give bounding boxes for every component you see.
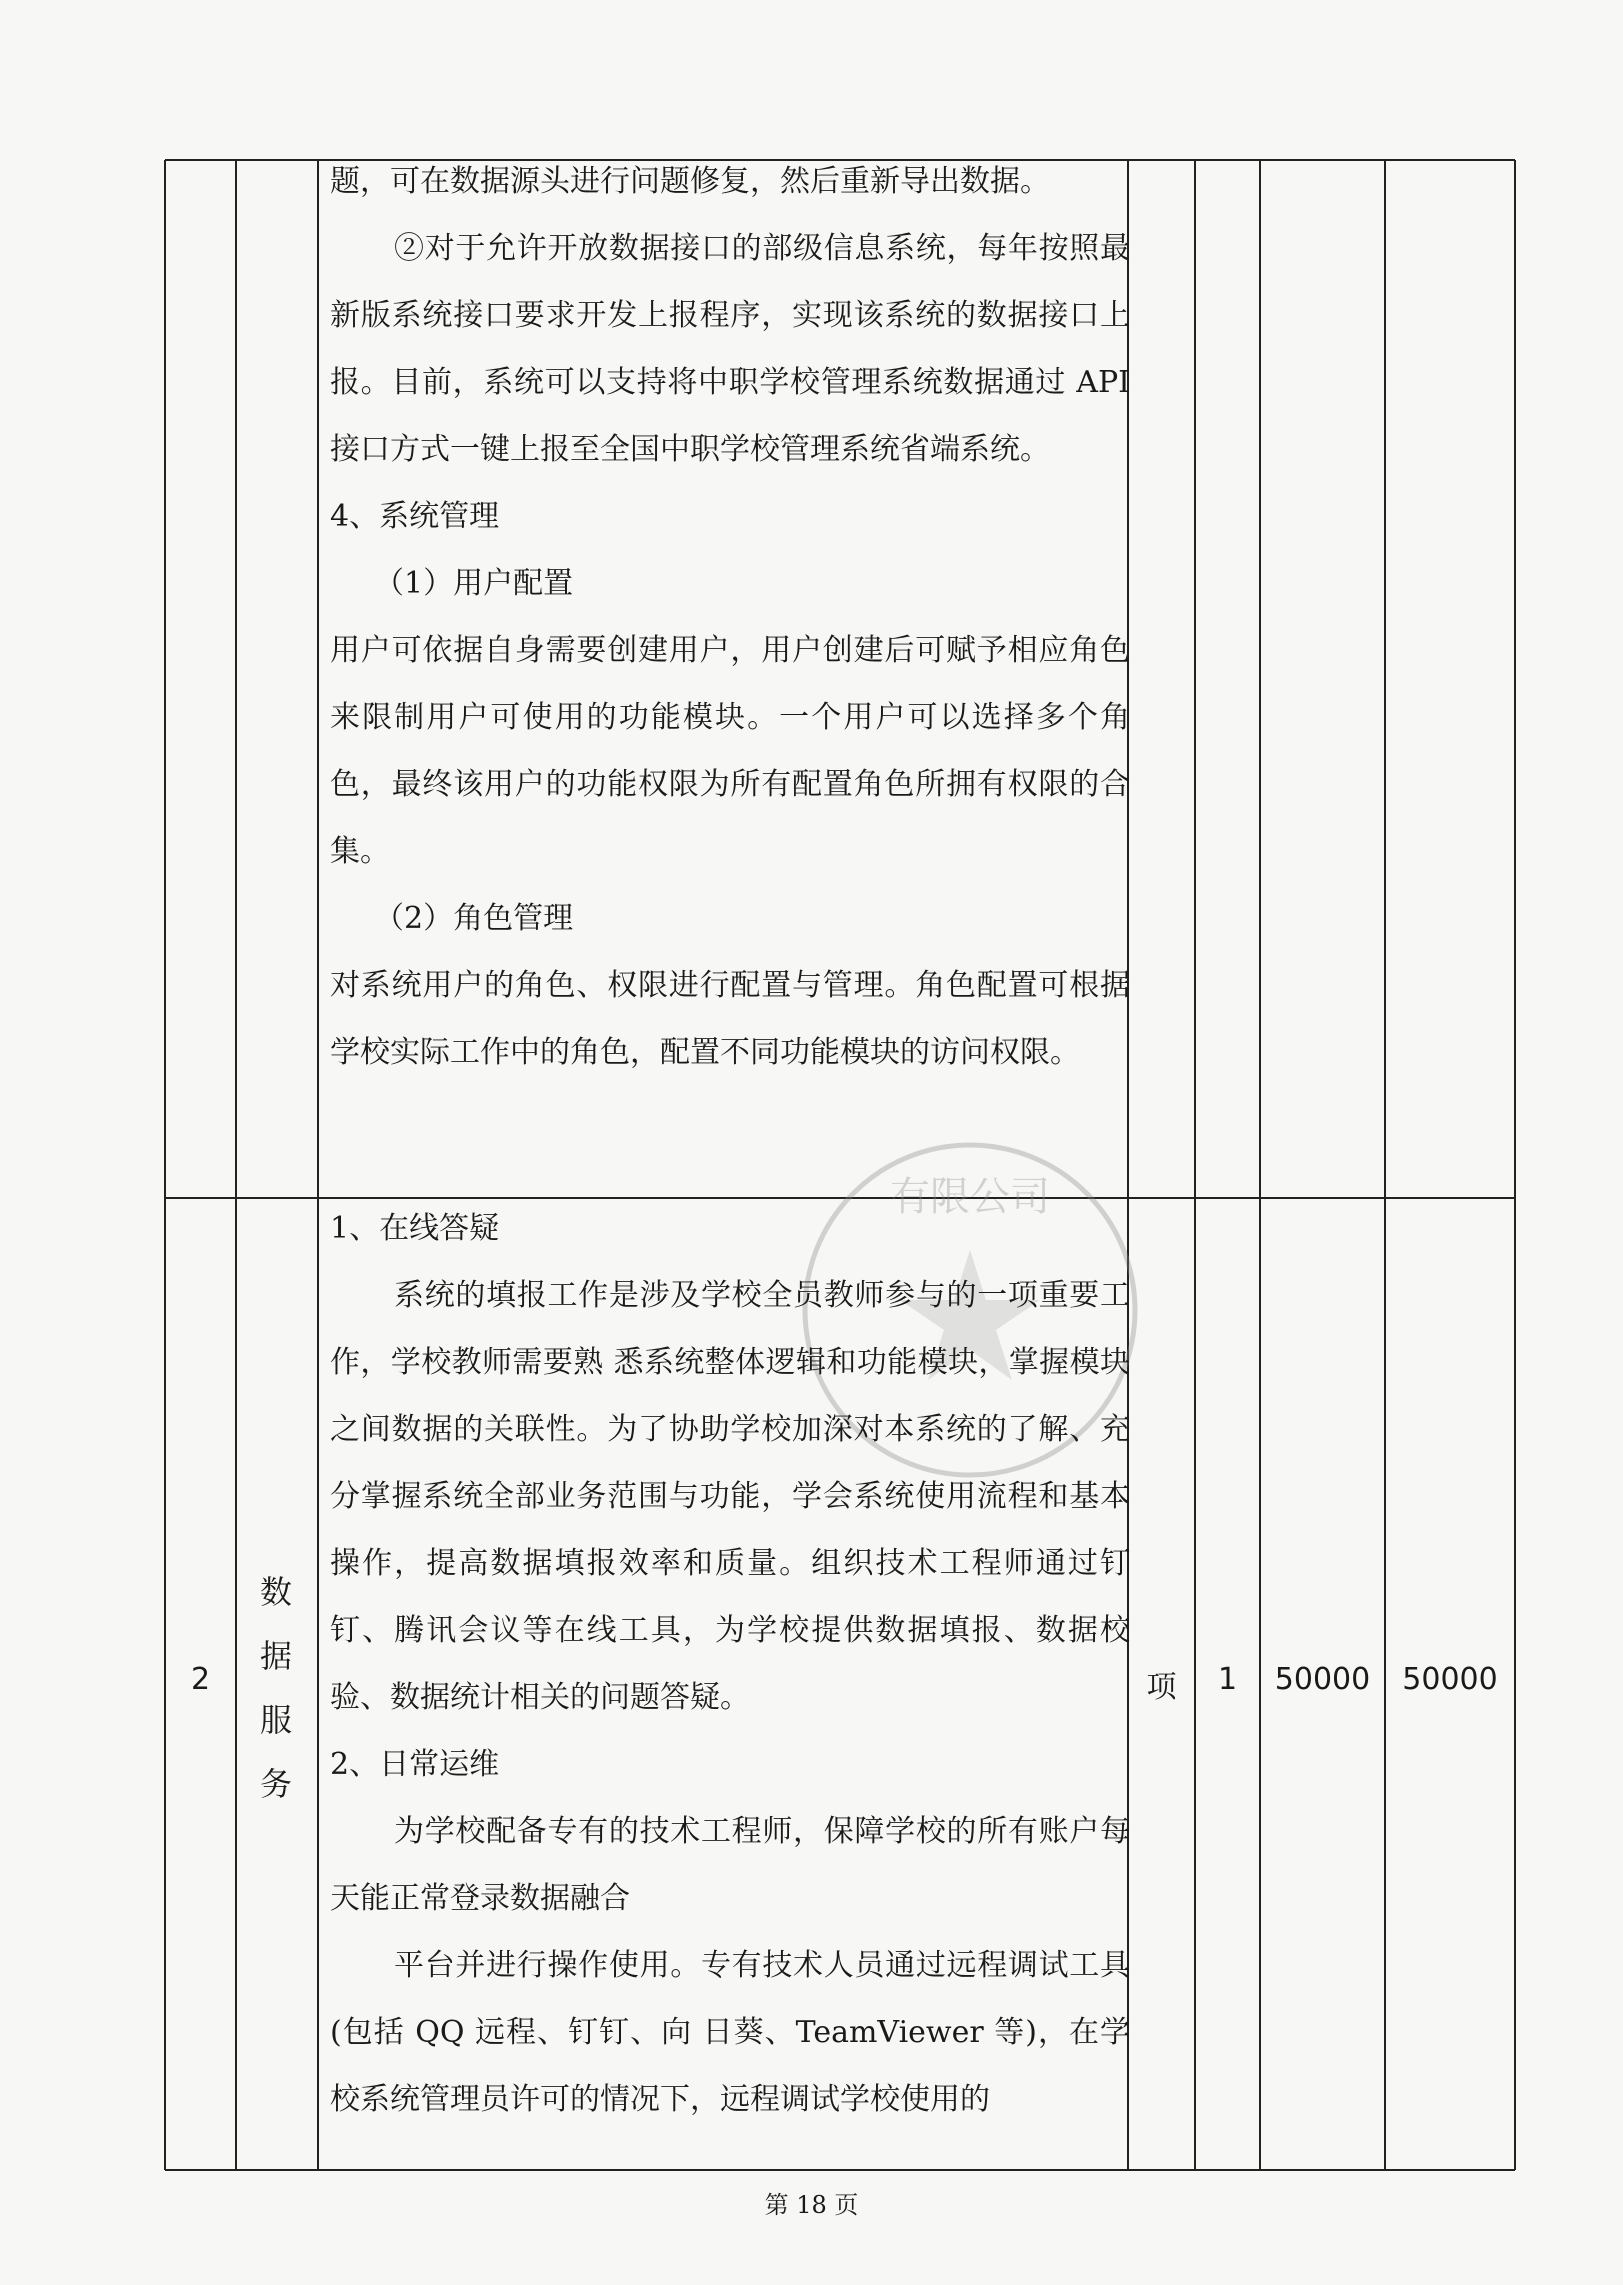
row2-item-name-char-4: 务: [259, 1765, 292, 1803]
row2-total: 50000: [1402, 1662, 1498, 1697]
row2-number-cell: [165, 1662, 236, 1697]
row2-heading-daily-ops: 2、日常运维: [330, 1747, 500, 1782]
row2-paragraph-online-qa: 系统的填报工作是涉及学校全员教师参与的一项重要工作，学校教师需要熟 悉系统整体逻辑和功能模块，掌握模块之间数据的关联性。为了协助学校加深对本系统的了解、充分掌握系统全部业务范围与功能，学会系统使用流程和基本操作，提高数据填报效率和质量。组织技术工程师通过钉钉、腾讯会议等在线工具，为学校提供数据填报、数据校验、数据统计相关的问题答疑。: [330, 1278, 1130, 1715]
row2-unit-price-cell: [1260, 1662, 1385, 1697]
row2-item-name-char-1: 数: [259, 1573, 292, 1611]
row2-quantity-cell: [1195, 1662, 1260, 1697]
row2-paragraph-daily-ops-1: 为学校配备专有的技术工程师，保障学校的所有账户每天能正常登录数据融合: [330, 1814, 1130, 1916]
row1-subheading-role-management: （2）角色管理: [374, 901, 574, 936]
row2-item-name: [236, 1560, 316, 1816]
row2-unit-cell: [1128, 1662, 1195, 1706]
row2-total-cell: [1385, 1662, 1515, 1697]
page-number: 第 18 页: [764, 2191, 859, 2219]
row2-number: 2: [190, 1662, 211, 1697]
row1-paragraph-2: ②对于允许开放数据接口的部级信息系统，每年按照最新版系统接口要求开发上报程序，实现该系统的数据接口上报。目前，系统可以支持将中职学校管理系统数据通过 API 接口方式一键上报至全国中职学校管理系统省端系统。: [330, 231, 1130, 467]
svg-text:有限公司: 有限公司: [890, 1174, 1050, 1220]
row2-item-name-char-2: 据: [259, 1637, 292, 1675]
row2-item-name-char-3: 服: [259, 1701, 292, 1739]
row1-content: [330, 148, 1130, 1086]
row2-quantity: 1: [1217, 1662, 1238, 1697]
row1-subheading-user-config: （1）用户配置: [374, 566, 574, 601]
row2-unit: 项: [1146, 1670, 1177, 1705]
row2-heading-online-qa: 1、在线答疑: [330, 1211, 500, 1246]
row1-paragraph-role-management: 对系统用户的角色、权限进行配置与管理。角色配置可根据学校实际工作中的角色，配置不同功能模块的访问权限。: [330, 968, 1130, 1070]
row1-heading-system-management: 4、系统管理: [330, 499, 500, 534]
row2-content: [330, 1195, 1130, 2133]
page-footer: [0, 2185, 1623, 2220]
row2-unit-price: 50000: [1274, 1662, 1371, 1697]
row1-paragraph-user-config: 用户可依据自身需要创建用户，用户创建后可赋予相应角色来限制用户可使用的功能模块。一个用户可以选择多个角色，最终该用户的功能权限为所有配置角色所拥有权限的合集。: [330, 633, 1130, 869]
row2-paragraph-daily-ops-2: 平台并进行操作使用。专有技术人员通过远程调试工具(包括 QQ 远程、钉钉、向 日葵、TeamViewer 等)，在学校系统管理员许可的情况下，远程调试学校使用的: [330, 1948, 1130, 2117]
row1-paragraph-1: 题，可在数据源头进行问题修复，然后重新导出数据。: [330, 164, 1050, 199]
